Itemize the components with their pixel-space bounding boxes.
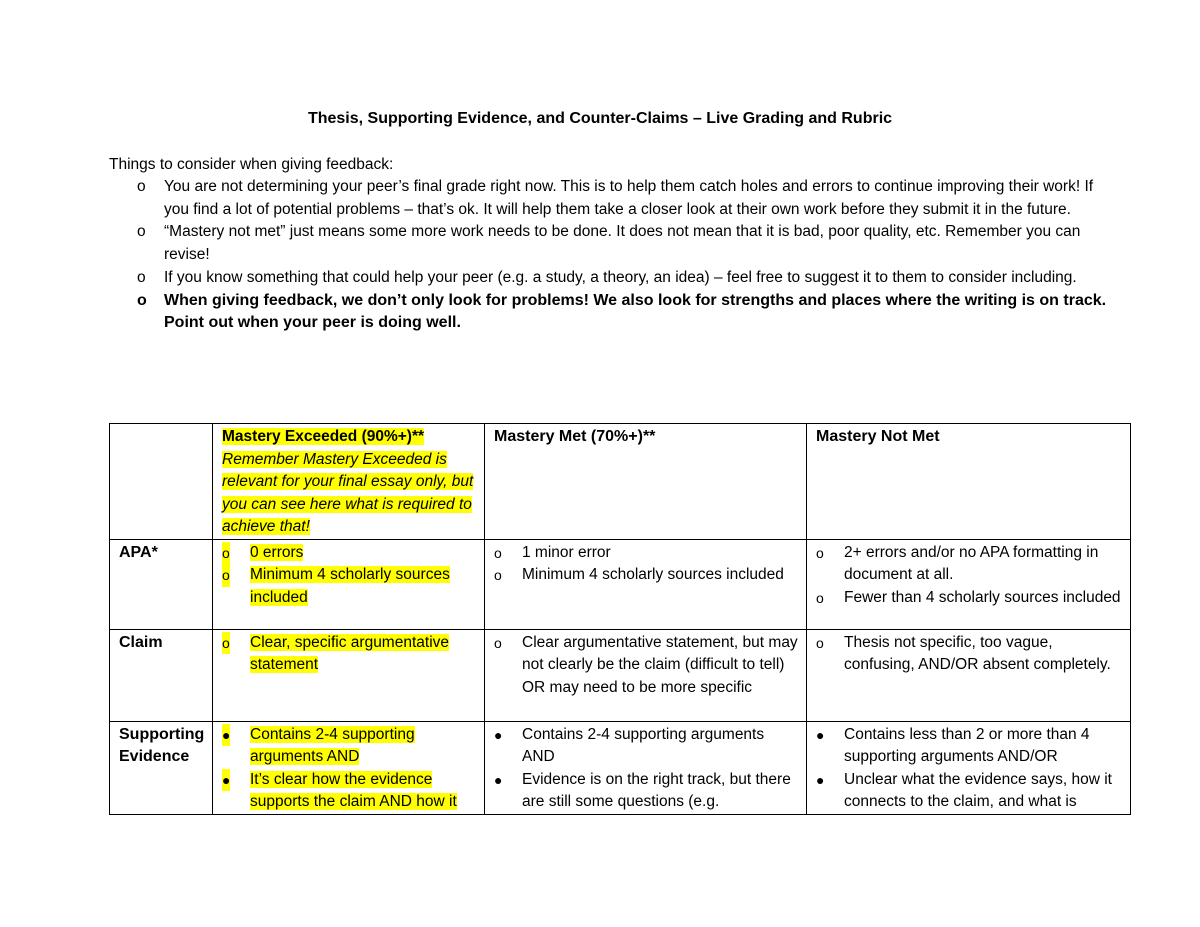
criteria-item bbox=[816, 769, 1122, 814]
rubric-header-row bbox=[110, 424, 1131, 540]
rubric-row-claim bbox=[110, 629, 1131, 721]
hollow-circle-bullet-icon: o bbox=[222, 564, 230, 587]
hollow-circle-bullet-icon: o bbox=[494, 567, 502, 583]
apa-exceeded-cell bbox=[213, 539, 485, 629]
feedback-bullet-text: “Mastery not met” just means some more work needs to be done. It does not mean that it is bad, poor quality, etc. Remember you can revise! bbox=[164, 223, 1081, 264]
header-exceeded-note: Remember Mastery Exceeded is relevant for your final essay only, but you can see here what is required to achieve that! bbox=[222, 450, 474, 535]
criteria-text: Evidence is on the right track, but there are still some questions (e.g. bbox=[522, 770, 791, 810]
hollow-circle-bullet-icon: o bbox=[137, 268, 146, 286]
criteria-item bbox=[222, 542, 476, 565]
header-mastery-exceeded bbox=[213, 424, 485, 540]
criteria-item bbox=[494, 632, 798, 700]
criterion-label: APA* bbox=[110, 539, 213, 629]
rubric-row-supporting-evidence bbox=[110, 721, 1131, 814]
feedback-bullet-text: If you know something that could help your peer (e.g. a study, a theory, an idea) – feel free to suggest it to them to consider including. bbox=[164, 268, 1077, 286]
criteria-text: Contains less than 2 or more than 4 supporting arguments AND/OR bbox=[844, 725, 1090, 765]
criteria-text: Clear argumentative statement, but may not clearly be the claim (difficult to tell) OR may need to be more specific bbox=[522, 633, 798, 696]
evidence-met-cell bbox=[485, 721, 807, 814]
filled-bullet-icon: ● bbox=[816, 771, 825, 788]
feedback-intro bbox=[109, 154, 1109, 335]
rubric-table bbox=[109, 423, 1131, 815]
evidence-not-met-cell bbox=[807, 721, 1131, 814]
hollow-circle-bullet-icon: o bbox=[137, 291, 147, 309]
hollow-circle-bullet-icon: o bbox=[222, 542, 230, 565]
criteria-list bbox=[494, 542, 798, 587]
claim-met-cell bbox=[485, 629, 807, 721]
criteria-text: 1 minor error bbox=[522, 543, 611, 561]
criteria-list bbox=[816, 632, 1122, 677]
document-title: Thesis, Supporting Evidence, and Counter-Claims – Live Grading and Rubric bbox=[307, 110, 893, 127]
criteria-text: Thesis not specific, too vague, confusing, AND/OR absent completely. bbox=[844, 633, 1111, 673]
hollow-circle-bullet-icon: o bbox=[816, 544, 824, 561]
criteria-item bbox=[816, 632, 1122, 677]
criteria-item bbox=[494, 769, 798, 814]
criteria-text: Clear, specific argumentative statement bbox=[250, 633, 450, 673]
filled-bullet-icon: ● bbox=[222, 769, 230, 792]
hollow-circle-bullet-icon: o bbox=[494, 634, 502, 651]
apa-not-met-cell bbox=[807, 539, 1131, 629]
filled-bullet-icon: ● bbox=[222, 724, 230, 747]
filled-bullet-icon: ● bbox=[494, 726, 503, 743]
criteria-list bbox=[816, 724, 1122, 814]
criteria-text: Unclear what the evidence says, how it connects to the claim, and what is bbox=[844, 770, 1112, 810]
criteria-list bbox=[816, 542, 1122, 610]
criterion-label: Supporting Evidence bbox=[110, 721, 213, 814]
criteria-list bbox=[222, 632, 476, 677]
criteria-item bbox=[816, 724, 1122, 769]
criteria-item bbox=[222, 564, 476, 609]
filled-bullet-icon: ● bbox=[816, 726, 825, 743]
criteria-text: Contains 2-4 supporting arguments AND bbox=[250, 725, 415, 765]
claim-exceeded-cell bbox=[213, 629, 485, 721]
criteria-text: Minimum 4 scholarly sources included bbox=[250, 566, 450, 606]
feedback-bullet-text: When giving feedback, we don’t only look for problems! We also look for strengths and places where the writing is on track. Point out when your peer is doing well. bbox=[164, 291, 1107, 332]
criteria-text: It’s clear how the evidence supports the claim AND how it bbox=[250, 770, 457, 810]
criteria-item bbox=[494, 542, 798, 565]
criteria-text: Contains 2-4 supporting arguments AND bbox=[522, 725, 765, 765]
filled-bullet-icon: ● bbox=[494, 771, 503, 788]
criteria-list bbox=[494, 724, 798, 814]
criteria-text: Fewer than 4 scholarly sources included bbox=[844, 588, 1121, 606]
criteria-item bbox=[816, 587, 1122, 610]
feedback-bullet bbox=[109, 176, 1109, 221]
hollow-circle-bullet-icon: o bbox=[816, 589, 824, 606]
evidence-exceeded-cell bbox=[213, 721, 485, 814]
feedback-bullet-emphasis bbox=[109, 290, 1109, 335]
feedback-bullet bbox=[109, 267, 1109, 290]
hollow-circle-bullet-icon: o bbox=[494, 544, 502, 561]
rubric-row-apa bbox=[110, 539, 1131, 629]
feedback-bullet-list bbox=[109, 176, 1109, 335]
criteria-item bbox=[494, 724, 798, 769]
criteria-list bbox=[222, 542, 476, 610]
feedback-bullet-text: You are not determining your peer’s final grade right now. This is to help them catch holes and errors to continue improving their work! If you find a lot of potential problems – that’s ok. It will help them take a closer look at their own work before they submit it in the future. bbox=[164, 178, 1094, 218]
criteria-text: 0 errors bbox=[250, 543, 304, 561]
criteria-item bbox=[222, 724, 476, 769]
header-mastery-met bbox=[485, 424, 807, 540]
hollow-circle-bullet-icon: o bbox=[137, 178, 146, 195]
criteria-text: Minimum 4 scholarly sources included bbox=[522, 566, 784, 583]
apa-met-cell bbox=[485, 539, 807, 629]
header-mastery-not-met bbox=[807, 424, 1131, 540]
header-met-label: Mastery Met (70%+)** bbox=[494, 428, 656, 445]
criteria-item bbox=[222, 632, 476, 677]
criteria-list bbox=[222, 724, 476, 814]
header-exceeded-label: Mastery Exceeded (90%+)** bbox=[222, 428, 425, 445]
hollow-circle-bullet-icon: o bbox=[816, 634, 824, 651]
claim-not-met-cell bbox=[807, 629, 1131, 721]
criteria-item bbox=[494, 564, 798, 587]
criteria-text: 2+ errors and/or no APA formatting in document at all. bbox=[844, 543, 1099, 583]
criteria-item bbox=[222, 769, 476, 814]
header-not-met-label: Mastery Not Met bbox=[816, 428, 940, 445]
criteria-list bbox=[494, 632, 798, 700]
criterion-label: Claim bbox=[110, 629, 213, 721]
criteria-item bbox=[816, 542, 1122, 587]
hollow-circle-bullet-icon: o bbox=[137, 223, 146, 241]
intro-heading: Things to consider when giving feedback: bbox=[109, 156, 394, 173]
feedback-bullet bbox=[109, 221, 1109, 266]
rubric-corner-cell bbox=[110, 424, 213, 540]
hollow-circle-bullet-icon: o bbox=[222, 632, 230, 655]
